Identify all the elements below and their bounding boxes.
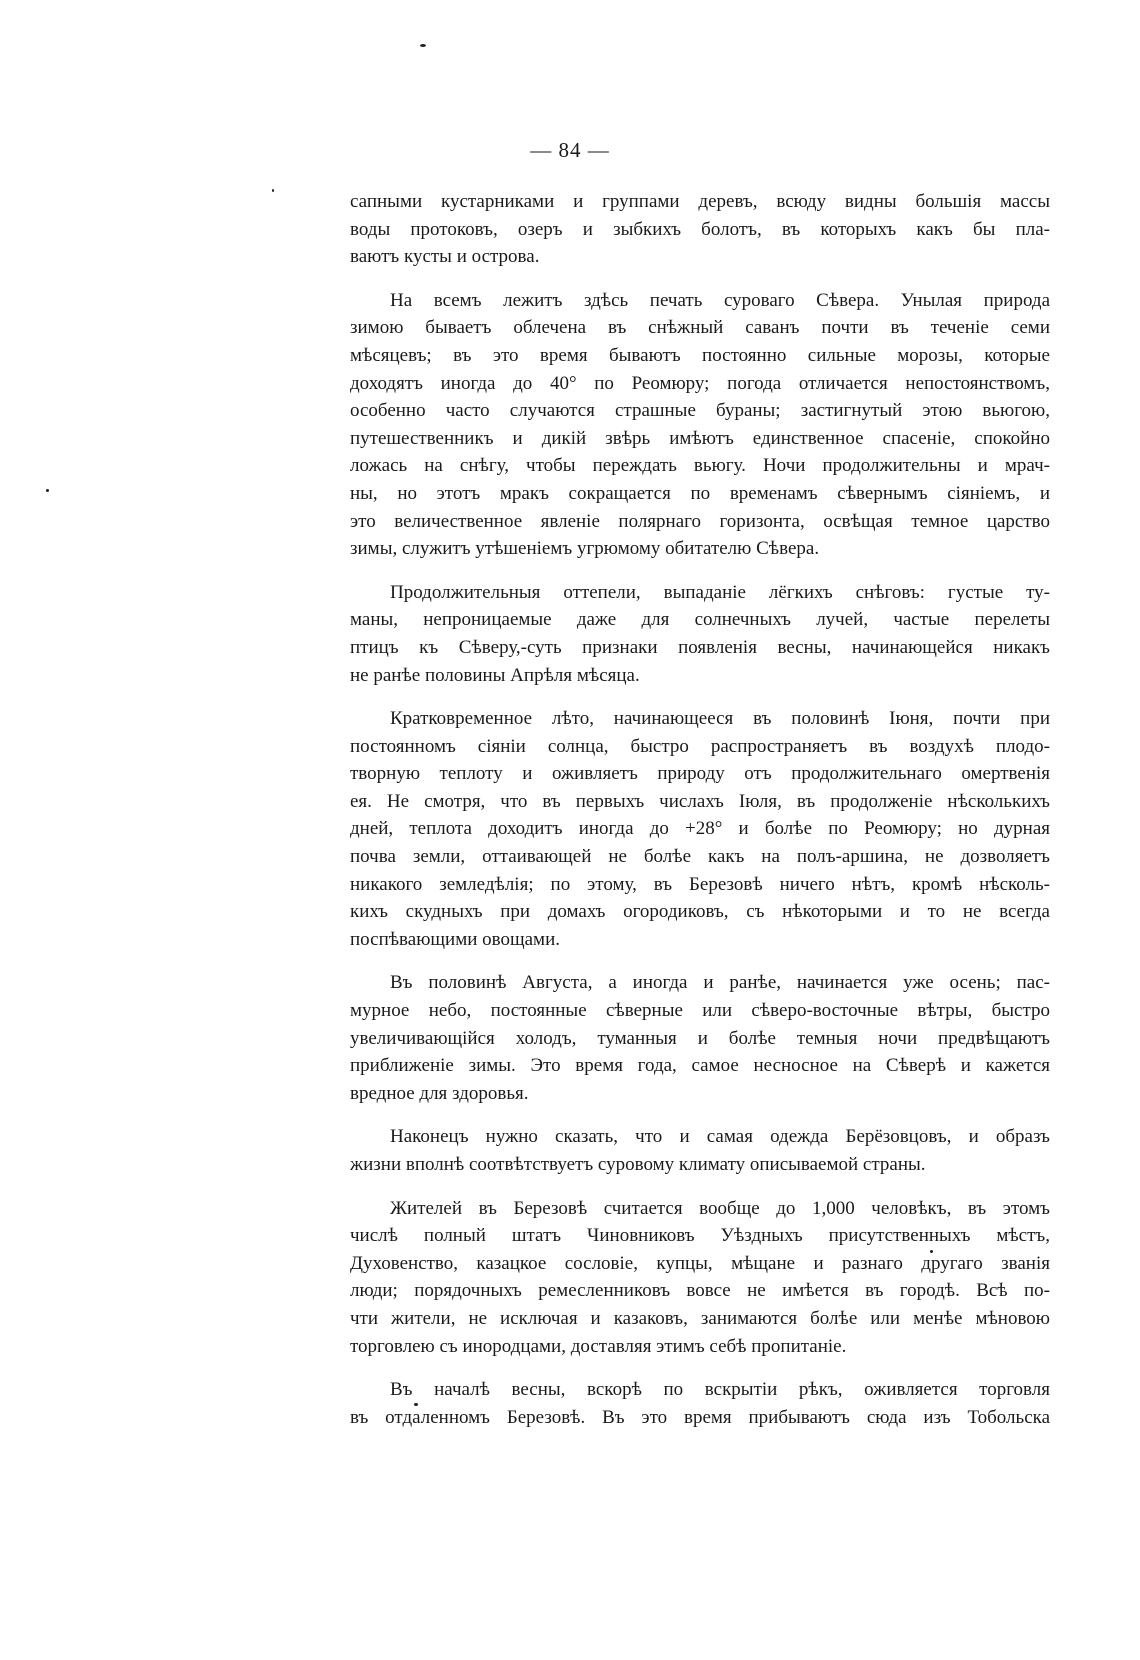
- text-line: почва земли, оттаивающей не болѣе какъ на полъ-аршина, не дозволяетъ: [350, 846, 1050, 868]
- paragraph-1: [350, 188, 1050, 271]
- scan-speck: [420, 44, 426, 47]
- text-line: творную теплоту и оживляетъ природу отъ продолжительнаго омертвенiя: [350, 763, 1050, 785]
- text-line: это величественное явленiе полярнаго горизонта, освѣщая темное царство: [350, 510, 1050, 532]
- text-line: зимы, служитъ утѣшенiемъ угрюмому обитателю Сѣвера.: [350, 538, 820, 560]
- body-text: [350, 188, 1050, 1447]
- paragraph-3: [350, 579, 1050, 689]
- text-line: сапными кустарниками и группами деревъ, всюду видны большiя массы: [350, 191, 1050, 212]
- scan-speck: [272, 189, 274, 192]
- text-line: путешественникъ и дикiй звѣрь имѣютъ единственное спасенiе, спокойно: [350, 427, 1050, 449]
- paragraph-6: [350, 1123, 1050, 1178]
- text-line: зимою бываетъ облечена въ снѣжный саванъ почти въ теченiе семи: [350, 317, 1050, 339]
- text-line: чти жители, не исключая и казаковъ, занимаются болѣе или менѣе мѣновою: [350, 1307, 1050, 1329]
- text-line: Жителей въ Березовѣ считается вообще до 1,000 человѣкъ, въ этомъ: [390, 1197, 1050, 1219]
- text-line: Въ началѣ весны, вскорѣ по вскрытiи рѣкъ, оживляется торговля: [390, 1379, 1050, 1401]
- text-line: никакого земледѣлiя; по этому, въ Березовѣ ничего нѣтъ, кромѣ нѣсколь-: [350, 873, 1050, 895]
- text-line: дней, теплота доходитъ иногда до +28° и болѣе по Реомюру; но дурная: [350, 818, 1050, 840]
- paragraph-2: [350, 287, 1050, 563]
- text-line: На всемъ лежитъ здѣсь печать суроваго Сѣвера. Унылая природа: [390, 289, 1050, 311]
- page-number: — 84 —: [530, 138, 610, 162]
- text-line: поспѣвающими овощами.: [350, 928, 560, 950]
- text-line: Кратковременное лѣто, начинающееся въ половинѣ Iюня, почти при: [390, 708, 1050, 730]
- paragraph-4: [350, 705, 1050, 953]
- text-line: увеличивающiйся холодъ, туманныя и болѣе темныя ночи предвѣщаютъ: [350, 1027, 1050, 1049]
- text-line: птицъ къ Сѣверу,-суть признаки появленiя весны, начинающейся никакъ: [350, 636, 1050, 658]
- text-line: жизни вполнѣ соотвѣтствуетъ суровому климату описываемой страны.: [350, 1154, 926, 1175]
- text-line: Въ половинѣ Августа, а иногда и ранѣе, начинается уже осень; пас-: [390, 972, 1050, 994]
- text-line: доходятъ иногда до 40° по Реомюру; погода отличается непостоянствомъ,: [350, 372, 1050, 394]
- text-line: не ранѣе половины Апрѣля мѣсяца.: [350, 664, 640, 686]
- text-line: Продолжительныя оттепели, выпаданiе лёгкихъ снѣговъ: густые ту-: [390, 581, 1050, 603]
- paragraph-8: [350, 1376, 1050, 1431]
- text-line: вредное для здоровья.: [350, 1082, 529, 1104]
- text-line: ложась на снѣгу, чтобы переждать вьюгу. Ночи продолжительны и мрач-: [350, 455, 1050, 477]
- text-line: ея. Не смотря, что въ первыхъ числахъ Iюля, въ продолженiе нѣсколькихъ: [350, 790, 1050, 812]
- text-line: кихъ скудныхъ при домахъ огородиковъ, съ нѣкоторыми и то не всегда: [350, 901, 1050, 923]
- text-line: люди; порядочныхъ ремесленниковъ вовсе не имѣется въ городѣ. Всѣ по-: [350, 1280, 1050, 1302]
- text-line: особенно часто случаются страшные бураны; застигнутый этою вьюгою,: [350, 400, 1050, 422]
- text-line: мурное небо, постоянные сѣверные или сѣверо-восточные вѣтры, быстро: [350, 1000, 1050, 1022]
- text-line: ваютъ кусты и острова.: [350, 246, 540, 268]
- text-line: постоянномъ сiянiи солнца, быстро распространяетъ въ воздухѣ плодо-: [350, 735, 1050, 757]
- text-line: въ отдаленномъ Березовѣ. Въ это время прибываютъ сюда изъ Тобольска: [350, 1406, 1050, 1428]
- text-line: торговлею съ инородцами, доставляя этимъ себѣ пропитанiе.: [350, 1335, 847, 1357]
- paragraph-7: [350, 1195, 1050, 1361]
- text-line: Духовенство, казацкое сословiе, купцы, мѣщане и разнаго другаго званiя: [350, 1252, 1050, 1274]
- paragraph-5: [350, 969, 1050, 1107]
- text-line: приближенiе зимы. Это время года, самое несносное на Сѣверѣ и кажется: [350, 1055, 1050, 1077]
- scan-speck: [46, 489, 49, 492]
- text-line: мѣсяцевъ; въ это время бываютъ постоянно сильные морозы, которые: [350, 344, 1050, 366]
- text-line: Наконецъ нужно сказать, что и самая одежда Берёзовцовъ, и образъ: [390, 1126, 1050, 1148]
- text-line: воды протоковъ, озеръ и зыбкихъ болотъ, въ которыхъ какъ бы пла-: [350, 218, 1050, 240]
- text-line: маны, непроницаемые даже для солнечныхъ лучей, частые перелеты: [350, 609, 1050, 631]
- text-line: числѣ полный штатъ Чиновниковъ Уѣздныхъ присутственныхъ мѣстъ,: [350, 1225, 1050, 1247]
- text-line: ны, но этотъ мракъ сокращается по временамъ сѣвернымъ сiянiемъ, и: [350, 482, 1050, 504]
